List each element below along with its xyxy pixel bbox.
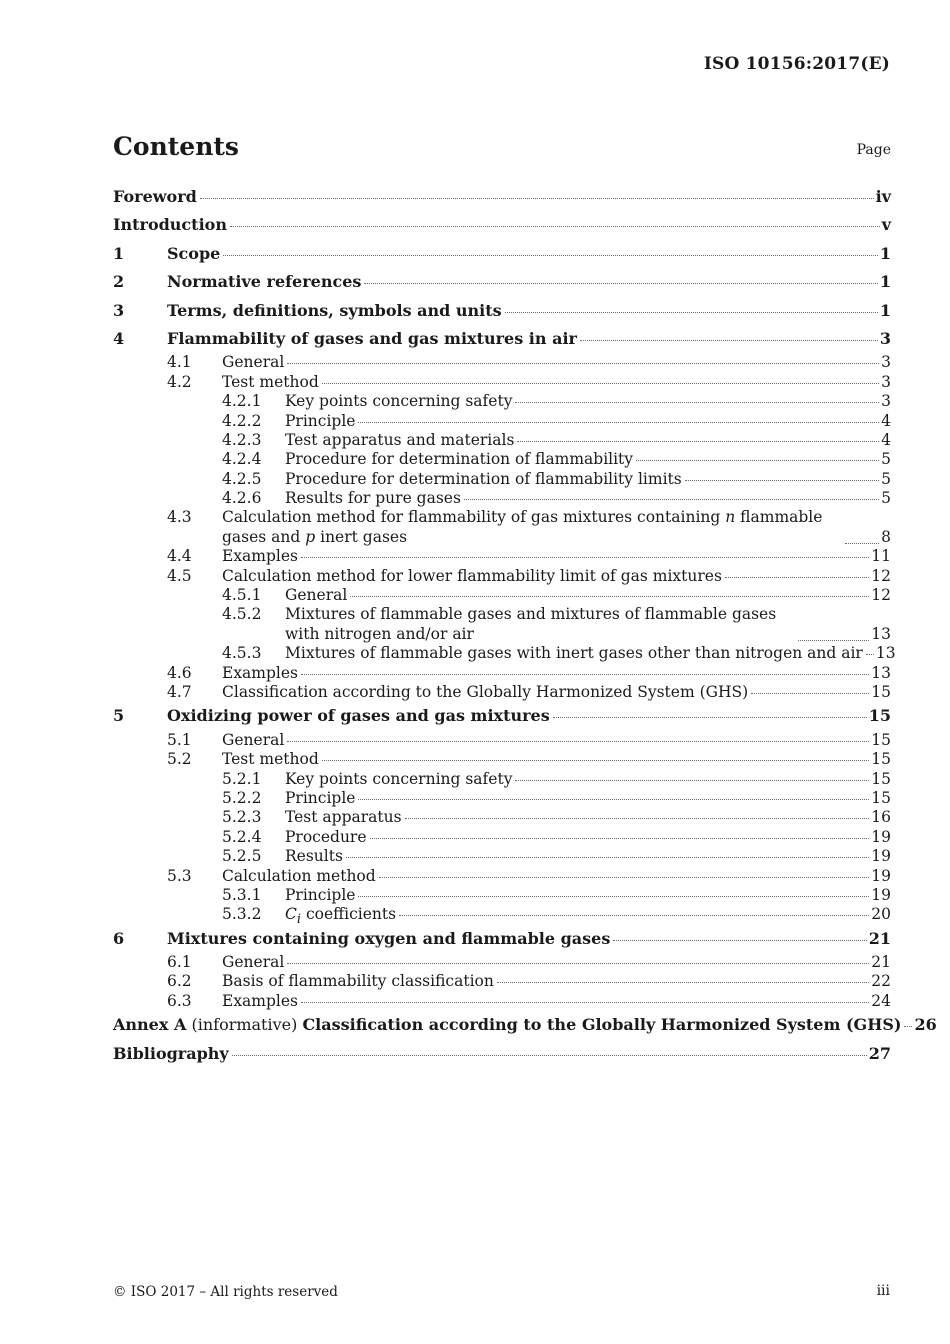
- toc-entry-label: Terms, definitions, symbols and units: [167, 300, 502, 320]
- table-of-contents: [113, 183, 937, 1068]
- dot-leader: [553, 717, 867, 718]
- dot-leader: [845, 543, 879, 544]
- toc-entry-4-2-4[interactable]: [113, 450, 891, 469]
- toc-entry-5-2-3[interactable]: [113, 808, 891, 827]
- toc-entry-5[interactable]: [113, 702, 891, 730]
- dot-leader: [350, 596, 869, 597]
- toc-entry-number: 6.1: [167, 953, 192, 972]
- toc-entry-label: Basis of flammability classification: [222, 972, 494, 991]
- dot-leader: [322, 760, 870, 761]
- toc-page-number: 15: [868, 706, 891, 726]
- toc-page-number: 15: [871, 769, 891, 788]
- toc-page-number: 12: [871, 586, 891, 605]
- label-part: flammable gases and: [222, 508, 823, 546]
- toc-entry-5-2-2[interactable]: [113, 789, 891, 808]
- toc-page-number: 15: [871, 683, 891, 702]
- toc-entry-label: General: [285, 586, 348, 605]
- toc-entry-number: 5.2.5: [222, 847, 262, 866]
- toc-entry-label: Scope: [167, 243, 221, 263]
- dot-leader: [613, 940, 866, 941]
- toc-page-number: 22: [871, 972, 891, 991]
- toc-entry-4-4[interactable]: [113, 547, 891, 566]
- toc-page-number: 5: [881, 489, 891, 508]
- toc-entry-4-5-1[interactable]: [113, 586, 891, 605]
- toc-page-number: 21: [871, 953, 891, 972]
- toc-page-number: 15: [871, 750, 891, 769]
- toc-entry-label: Flammability of gases and gas mixtures in air: [167, 328, 577, 348]
- toc-entry-annex-a[interactable]: [113, 1011, 937, 1039]
- toc-entry-number: 2: [113, 272, 125, 292]
- toc-entry-5-3-2[interactable]: [113, 905, 891, 928]
- toc-page-number: 11: [871, 547, 891, 566]
- toc-entry-number: 5.3.1: [222, 885, 262, 904]
- toc-entry-bibliography[interactable]: [113, 1040, 891, 1068]
- annex-prefix: Annex A: [113, 1015, 187, 1035]
- toc-entry-label: Calculation method for lower flammability limit of gas mixtures: [222, 566, 722, 585]
- toc-page-number: 3: [881, 372, 891, 391]
- toc-page-number: 8: [881, 527, 891, 546]
- dot-leader: [725, 577, 869, 578]
- toc-entry-6-3[interactable]: [113, 992, 891, 1011]
- toc-entry-label: Key points concerning safety: [285, 769, 513, 788]
- toc-entry-label: [222, 508, 842, 547]
- toc-entry-number: 5.2.3: [222, 808, 262, 827]
- toc-page-number: 19: [871, 866, 891, 885]
- toc-entry-5-2-4[interactable]: [113, 828, 891, 847]
- toc-entry-4-3[interactable]: [113, 508, 891, 547]
- toc-page-number: 4: [881, 411, 891, 430]
- toc-entry-label: Calculation method: [222, 866, 376, 885]
- toc-entry-label: Mixtures of flammable gases and mixtures of flammable gases with nitrogen and/or air: [285, 605, 777, 643]
- toc-entry-5-3-1[interactable]: [113, 886, 891, 905]
- toc-page-number: 1: [879, 243, 891, 263]
- toc-entry-label: Results for pure gases: [285, 489, 461, 508]
- toc-entry-number: 6.3: [167, 991, 192, 1010]
- toc-entry-number: 5.2: [167, 750, 192, 769]
- label-part: inert gases: [315, 527, 408, 546]
- toc-entry-4-2-6[interactable]: [113, 489, 891, 508]
- dot-leader: [370, 838, 870, 839]
- toc-entry-number: 5.2.4: [222, 827, 262, 846]
- toc-entry-number: 5.2.2: [222, 788, 262, 807]
- toc-page-number: 19: [871, 827, 891, 846]
- toc-entry-label: Results: [285, 847, 343, 866]
- toc-entry-4-5[interactable]: [113, 567, 891, 586]
- toc-entry-label: Oxidizing power of gases and gas mixtures: [167, 706, 550, 726]
- dot-leader: [287, 741, 869, 742]
- toc-entry-label: Test method: [222, 372, 319, 391]
- toc-entry-2[interactable]: [113, 268, 891, 296]
- toc-page-number: 26: [914, 1015, 937, 1035]
- variable-n: n: [725, 508, 736, 527]
- dot-leader: [322, 383, 879, 384]
- toc-entry-4-1[interactable]: [113, 353, 891, 372]
- toc-entry-5-2[interactable]: [113, 750, 891, 769]
- dot-leader: [798, 640, 869, 641]
- toc-page-number: 15: [871, 788, 891, 807]
- dot-leader: [685, 480, 879, 481]
- dot-leader: [301, 557, 869, 558]
- toc-page-number: 1: [879, 272, 891, 292]
- annex-kind: (informative): [186, 1015, 303, 1035]
- toc-entry-label: Principle: [285, 411, 356, 430]
- dot-leader: [358, 422, 879, 423]
- toc-entry-label: Mixtures of flammable gases with inert gases other than nitrogen and air: [285, 644, 863, 663]
- toc-entry-foreword[interactable]: [113, 183, 891, 211]
- toc-entry-5-3[interactable]: [113, 867, 891, 886]
- toc-entry-4-2-1[interactable]: [113, 392, 891, 411]
- toc-entry-label: Examples: [222, 991, 299, 1010]
- toc-entry-6-2[interactable]: [113, 972, 891, 991]
- toc-entry-number: 5.3: [167, 866, 192, 885]
- toc-entry-number: 4.6: [167, 663, 192, 682]
- annex-title: Classification according to the Globally Harmonized System (GHS): [302, 1015, 902, 1035]
- toc-entry-1[interactable]: [113, 240, 891, 268]
- dot-leader: [232, 1055, 867, 1056]
- dot-leader: [904, 1026, 912, 1027]
- toc-entry-number: 4: [113, 328, 125, 348]
- dot-leader: [866, 654, 874, 655]
- dot-leader: [636, 460, 879, 461]
- toc-entry-number: 4.2: [167, 372, 192, 391]
- toc-entry-number: 4.5.2: [222, 605, 262, 624]
- toc-page-number: 13: [875, 644, 896, 663]
- page-column-label: Page: [856, 142, 891, 158]
- toc-entry-label: Procedure for determination of flammability limits: [285, 469, 682, 488]
- dot-leader: [287, 963, 869, 964]
- toc-entry-label: Mixtures containing oxygen and flammable gases: [167, 928, 611, 948]
- dot-leader: [517, 441, 879, 442]
- toc-entry-introduction[interactable]: [113, 211, 891, 239]
- toc-entry-label: Bibliography: [113, 1043, 229, 1063]
- dot-leader: [346, 857, 869, 858]
- toc-page-number: 3: [881, 353, 891, 372]
- dot-leader: [399, 915, 869, 916]
- toc-entry-5-2-1[interactable]: [113, 770, 891, 789]
- dot-leader: [379, 877, 870, 878]
- toc-entry-number: 4.3: [167, 508, 192, 527]
- dot-leader: [515, 402, 879, 403]
- toc-entry-number: 4.2.3: [222, 430, 262, 449]
- dot-leader: [223, 255, 878, 256]
- dot-leader: [301, 1002, 869, 1003]
- symbol-c: C: [285, 905, 297, 924]
- toc-entry-label: Test apparatus: [285, 808, 402, 827]
- dot-leader: [358, 896, 869, 897]
- toc-entry-6-1[interactable]: [113, 953, 891, 972]
- toc-page-number: 24: [871, 991, 891, 1010]
- toc-entry-label: Key points concerning safety: [285, 392, 513, 411]
- label-part: coefficients: [301, 905, 397, 924]
- dot-leader: [200, 198, 874, 199]
- toc-entry-number: 5.1: [167, 730, 192, 749]
- toc-entry-5-2-5[interactable]: [113, 847, 891, 866]
- toc-entry-number: 4.4: [167, 547, 192, 566]
- toc-entry-label: Procedure for determination of flammability: [285, 450, 634, 469]
- toc-entry-number: 4.1: [167, 353, 192, 372]
- toc-entry-6[interactable]: [113, 925, 891, 953]
- dot-leader: [464, 499, 879, 500]
- toc-entry-4-7[interactable]: [113, 683, 891, 702]
- toc-page-number: 4: [881, 430, 891, 449]
- toc-entry-4-6[interactable]: [113, 664, 891, 683]
- toc-entry-number: 4.7: [167, 683, 192, 702]
- dot-leader: [364, 283, 877, 284]
- toc-entry-label: Classification according to the Globally Harmonized System (GHS): [222, 683, 749, 702]
- toc-entry-label: Introduction: [113, 215, 227, 235]
- page-title: Contents: [113, 132, 240, 161]
- toc-page-number: 5: [881, 469, 891, 488]
- variable-p: p: [305, 527, 316, 546]
- toc-page-number: 27: [868, 1043, 891, 1063]
- toc-page-number: 13: [871, 624, 891, 643]
- toc-page-number: 3: [879, 328, 891, 348]
- toc-entry-number: 3: [113, 300, 125, 320]
- toc-entry-3[interactable]: [113, 297, 891, 325]
- toc-entry-label: Test method: [222, 750, 319, 769]
- toc-entry-number: 4.5.1: [222, 586, 262, 605]
- dot-leader: [497, 982, 869, 983]
- toc-entry-number: 4.2.6: [222, 489, 262, 508]
- toc-entry-label: Examples: [222, 663, 299, 682]
- toc-page-number: 19: [871, 885, 891, 904]
- dot-leader: [751, 693, 869, 694]
- toc-page-number: 12: [871, 566, 891, 585]
- toc-entry-number: 4.2.1: [222, 392, 262, 411]
- toc-entry-number: 4.2.4: [222, 450, 262, 469]
- toc-entry-number: 1: [113, 243, 125, 263]
- label-part: Calculation method for flammability of gas mixtures containing: [222, 508, 726, 527]
- toc-entry-label: Test apparatus and materials: [285, 430, 515, 449]
- contents-heading-row: [113, 130, 891, 170]
- toc-entry-4-2-3[interactable]: [113, 431, 891, 450]
- dot-leader: [287, 363, 879, 364]
- dot-leader: [505, 312, 878, 313]
- toc-entry-4-5-2[interactable]: [113, 605, 891, 644]
- toc-entry-number: 5: [113, 706, 125, 726]
- toc-entry-4-2-2[interactable]: [113, 412, 891, 431]
- toc-page-number: 1: [879, 300, 891, 320]
- toc-entry-label: Foreword: [113, 187, 197, 206]
- subscript-i: i: [296, 912, 302, 928]
- toc-page-number: 20: [871, 905, 891, 924]
- toc-entry-number: 4.5.3: [222, 644, 262, 663]
- toc-entry-4[interactable]: [113, 325, 891, 353]
- toc-entry-4-2-5[interactable]: [113, 470, 891, 489]
- dot-leader: [405, 818, 870, 819]
- toc-entry-label: Principle: [285, 885, 356, 904]
- toc-page-number: iv: [875, 187, 891, 206]
- page-number: iii: [876, 1283, 890, 1299]
- toc-entry-number: 5.3.2: [222, 905, 262, 924]
- toc-page-number: 15: [871, 730, 891, 749]
- copyright-notice: © ISO 2017 – All rights reserved: [113, 1284, 338, 1300]
- toc-page-number: 5: [881, 450, 891, 469]
- toc-entry-label: Normative references: [167, 272, 362, 292]
- toc-page-number: 13: [871, 663, 891, 682]
- toc-entry-4-5-3[interactable]: [113, 644, 896, 663]
- toc-page-number: 16: [871, 808, 891, 827]
- toc-entry-number: 4.2.5: [222, 469, 262, 488]
- dot-leader: [515, 780, 869, 781]
- dot-leader: [230, 226, 880, 227]
- toc-page-number: 21: [868, 928, 891, 948]
- toc-page-number: 3: [881, 392, 891, 411]
- toc-entry-number: 5.2.1: [222, 769, 262, 788]
- toc-entry-label: Principle: [285, 788, 356, 807]
- dot-leader: [580, 340, 878, 341]
- dot-leader: [358, 799, 869, 800]
- toc-entry-label: General: [222, 730, 285, 749]
- toc-entry-number: 6: [113, 928, 125, 948]
- toc-entry-label: General: [222, 953, 285, 972]
- toc-entry-number: 4.5: [167, 566, 192, 585]
- toc-entry-label: Examples: [222, 547, 299, 566]
- toc-entry-label: General: [222, 353, 285, 372]
- document-id: ISO 10156:2017(E): [703, 54, 890, 74]
- dot-leader: [301, 674, 869, 675]
- toc-page-number: 19: [871, 847, 891, 866]
- toc-page-number: v: [881, 215, 891, 235]
- toc-entry-number: 4.2.2: [222, 411, 262, 430]
- toc-entry-label: Procedure: [285, 827, 367, 846]
- toc-entry-label: [113, 1011, 901, 1039]
- toc-entry-number: 6.2: [167, 972, 192, 991]
- toc-entry-4-2[interactable]: [113, 373, 891, 392]
- toc-entry-5-1[interactable]: [113, 731, 891, 750]
